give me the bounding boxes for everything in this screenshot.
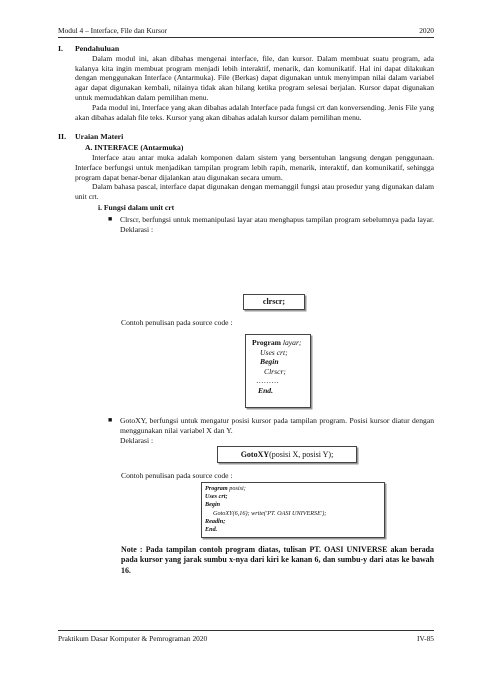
section-1-paragraph-1: Dalam modul ini, akan dibahas mengenai interface, file, dan kursor. Dalam membuat suatu program, ada kalanya kita ingin membuat program menjadi lebih interaktif, menarik, dan komunikatif. Hal ini dapat dilakukan dengan menggunakan Interface (Antarmuka). File (Berkas) dapat digunakan untuk menyimpan nilai dalam variabel agar dapat digunakan kembali, nilainya tidak akan hilang ketika program selesai berjalan. Kursor dapat digunakan untuk memudahkan dalam pemilihan menu. xyxy=(75,53,434,102)
header-module-title: Modul 4 – Interface, File dan Kursor xyxy=(58,26,167,35)
code1-line-5: ……… xyxy=(256,376,279,386)
bullet-square-icon: ■ xyxy=(108,214,113,223)
gotoxy-declaration-box xyxy=(217,446,357,463)
code1-line-3: Begin xyxy=(260,357,279,367)
section-1-paragraph-2: Pada modul ini, Interface yang akan dibahas adalah Interface pada fungsi crt dan konversending. Jenis File yang akan dibahas adalah file teks. Kursor yang akan dibahas adalah kursor dalam pemilihan menu. xyxy=(75,102,434,122)
example-1-label: Contoh penulisan pada source code : xyxy=(121,318,233,327)
document-body xyxy=(58,44,434,234)
footer-page-number: IV-85 xyxy=(417,634,434,643)
header-year: 2020 xyxy=(419,26,434,35)
clrscr-declaration-box xyxy=(243,294,305,310)
section-2-title: Uraian Materi xyxy=(75,132,124,142)
section-1-title: Pendahuluan xyxy=(75,44,120,53)
code1-line-6: End. xyxy=(258,385,273,395)
page-footer xyxy=(58,630,434,643)
code1-line-1: Program layar; xyxy=(252,338,302,347)
bullet-square-icon: ■ xyxy=(108,416,113,424)
code2-line-6: End. xyxy=(205,526,218,534)
bullet-clrscr-text: Clrscr, berfungsi untuk memanipulasi layar atau menghapus tampilan program sebelumnya pada layar. Deklarasi : xyxy=(120,214,434,234)
gotoxy-declaration-params: (posisi X, posisi Y); xyxy=(269,450,334,459)
code2-line-4: GotoXY(6,16); write('PT. OASI UNIVERSE'); xyxy=(213,509,327,517)
gotoxy-declaration-name: GotoXY xyxy=(240,450,270,459)
code2-line-2: Uses crt; xyxy=(205,493,228,501)
code1-line-4: Clrscr; xyxy=(264,366,286,376)
subsection-i-title: i. Fungsi dalam unit crt xyxy=(98,202,175,212)
page-header xyxy=(58,26,434,38)
bullet-gotoxy xyxy=(108,416,434,445)
bullet-clrscr xyxy=(58,215,434,235)
gotoxy-declaration-label: Deklarasi : xyxy=(120,435,154,445)
section-2-paragraph-1: Interface atau antar muka adalah komponen dalam sistem yang bersentuhan langsung dengan penggunaan. Interface berfungsi untuk menjadikan tampilan program lebih rapih, menarik, interaktif, dan komunikatif, sehingga program dapat benar-benar dijalankan atau digunakan secara umum. xyxy=(75,152,434,182)
section-2-paragraph-2: Dalam bahasa pascal, interface dapat digunakan dengan memanggil fungsi atau prosedur yang digunakan dalam unit crt. xyxy=(75,182,434,202)
clrscr-declaration: clrscr; xyxy=(262,297,286,306)
footer-course-title: Praktikum Dasar Komputer & Pemrograman 2020 xyxy=(58,634,208,643)
code2-line-5: Readln; xyxy=(205,517,226,525)
code2-line-3: Begin xyxy=(205,501,221,509)
section-2-heading xyxy=(58,132,434,142)
code2-line-1: Program posisi; xyxy=(205,485,246,492)
section-1-number: I. xyxy=(58,44,63,53)
section-2-number: II. xyxy=(58,132,67,142)
subsection-a-title: A. INTERFACE (Antarmuka) xyxy=(85,143,184,153)
note-paragraph: Note : Pada tampilan contoh program diatas, tulisan PT. OASI UNIVERSE akan berada pada kursor yang jarak sumbu x-nya dari kiri ke kanan 6, dan sumbu-y dari atas ke bawah 16. xyxy=(121,545,434,575)
code1-line-2: Uses crt; xyxy=(260,347,288,357)
code-example-1-box xyxy=(245,334,311,408)
example-2-label: Contoh penulisan pada source code : xyxy=(121,471,233,480)
code-example-2-box xyxy=(201,482,385,538)
section-1-heading xyxy=(58,44,434,54)
bullet-gotoxy-text: GotoXY, berfungsi untuk mengatur posisi kursor pada tampilan program. Posisi kursor diatur dengan menggunakan nilai variabel X dan Y. xyxy=(120,416,434,435)
